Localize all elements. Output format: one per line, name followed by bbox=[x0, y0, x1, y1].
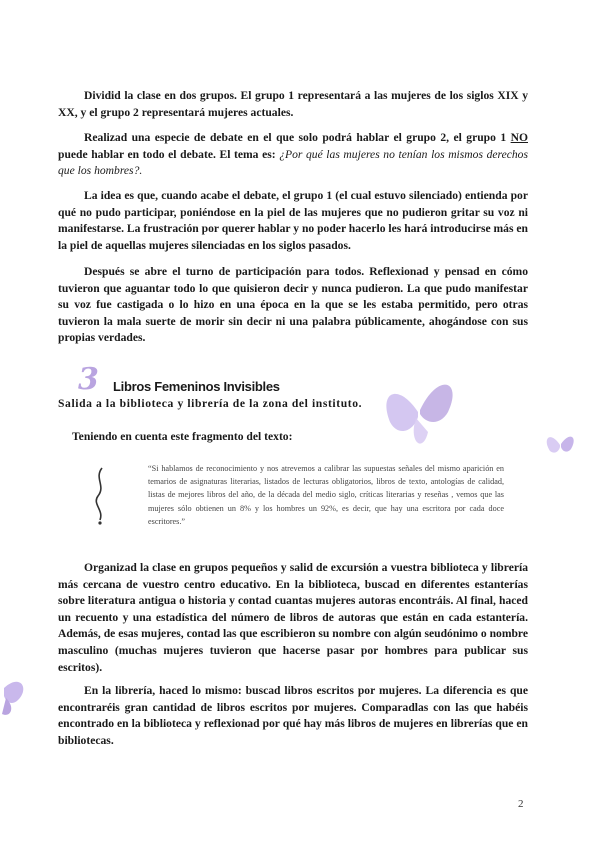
paragraph-groups: Dividid la clase en dos grupos. El grupo 1 representará a las mujeres de los siglos XIX y XX, y el grupo 2 representará mujeres actuales. bbox=[58, 89, 528, 119]
quote-flourish-icon bbox=[90, 466, 110, 526]
fragment-label: Teniendo en cuenta este fragmento del texto: bbox=[72, 430, 293, 443]
debate-topic: ¿Por qué las mujeres no tenían los mismos derechos que los hombres?. bbox=[58, 147, 528, 178]
paragraph-bookstore: En la librería, haced lo mismo: buscad libros escritos por mujeres. La diferencia es que encontraréis gran cantidad de libros escritos por mujeres. Comparadlas con las que habéis encontrado en la biblioteca y reflexionad por qué hay más libros de mujeres en librerías que en bibliotecas. bbox=[58, 684, 528, 747]
paragraph-idea: La idea es que, cuando acabe el debate, el grupo 1 (el cual estuvo silenciado) entienda por qué no pudo participar, poniéndose en la piel de las mujeres que no pudieron gritar su voz ni manifestarse. La frustración por querer hablar y no poder hacerlo les hará introducirse más en la piel de aquellas mujeres silenciadas en los siglos pasados. bbox=[58, 189, 528, 252]
section-title: Libros Femeninos Invisibles bbox=[113, 379, 280, 394]
paragraph-library: Organizad la clase en grupos pequeños y salid de excursión a vuestra biblioteca y librería más cercana de vuestro centro educativo. En la biblioteca, buscad en diferentes estanterías sobre literatura antigua o historia y contad cuantas mujeres autoras encontráis. Al final, haced un recuento y una estadística del número de libros de autoras que están en cada estantería. Además, de esas mujeres, contad las que escribieron su nombre con algún seudónimo o nombre masculino (muchas mujeres tuvieron que hacerse pasar por hombres para publicar sus escritos). bbox=[58, 561, 529, 674]
section-number: 3 bbox=[78, 362, 99, 397]
section-subtitle: Salida a la biblioteca y librería de la zona del instituto. bbox=[58, 397, 363, 410]
page-number: 2 bbox=[518, 798, 524, 810]
paragraph-participation: Después se abre el turno de participación para todos. Reflexionad y pensad en cómo tuvieron que aguantar todo lo que quisieron decir y nunca pudieron. La que pudo manifestar su voz fue castigada o lo hizo en una época en la que se les estaba permitido, pero otras tuvieron la mala suerte de morir sin decir ni una palabra públicamente, ahogándose con sus propias verdades. bbox=[58, 265, 528, 345]
text-fragment-quote: “Si hablamos de reconocimiento y nos atrevemos a calibrar las supuestas señales del mismo aparición en temarios de asignaturas literarias, listados de lecturas obligatorios, libros de texto, antologías de calidad, listas de mejores libros del año, de la década del medio siglo, críticas literarias y reseñas , vemos que las mujeres sólo obtienen un 8% y los hombres un 92%, es decir, que hay una escritora por cada doce escritores.” bbox=[148, 464, 504, 526]
butterfly-decoration-right bbox=[368, 362, 468, 462]
paragraph-debate: Realizad una especie de debate en el que solo podrá hablar el grupo 2, el grupo 1 NO puede hablar en todo el debate. El tema es: ¿Por qué las mujeres no tenían los mismos derechos que los hombres?. bbox=[58, 131, 528, 178]
no-emphasis: NO bbox=[510, 131, 528, 144]
butterfly-decoration-left bbox=[0, 668, 32, 718]
butterfly-decoration-small bbox=[540, 425, 580, 465]
